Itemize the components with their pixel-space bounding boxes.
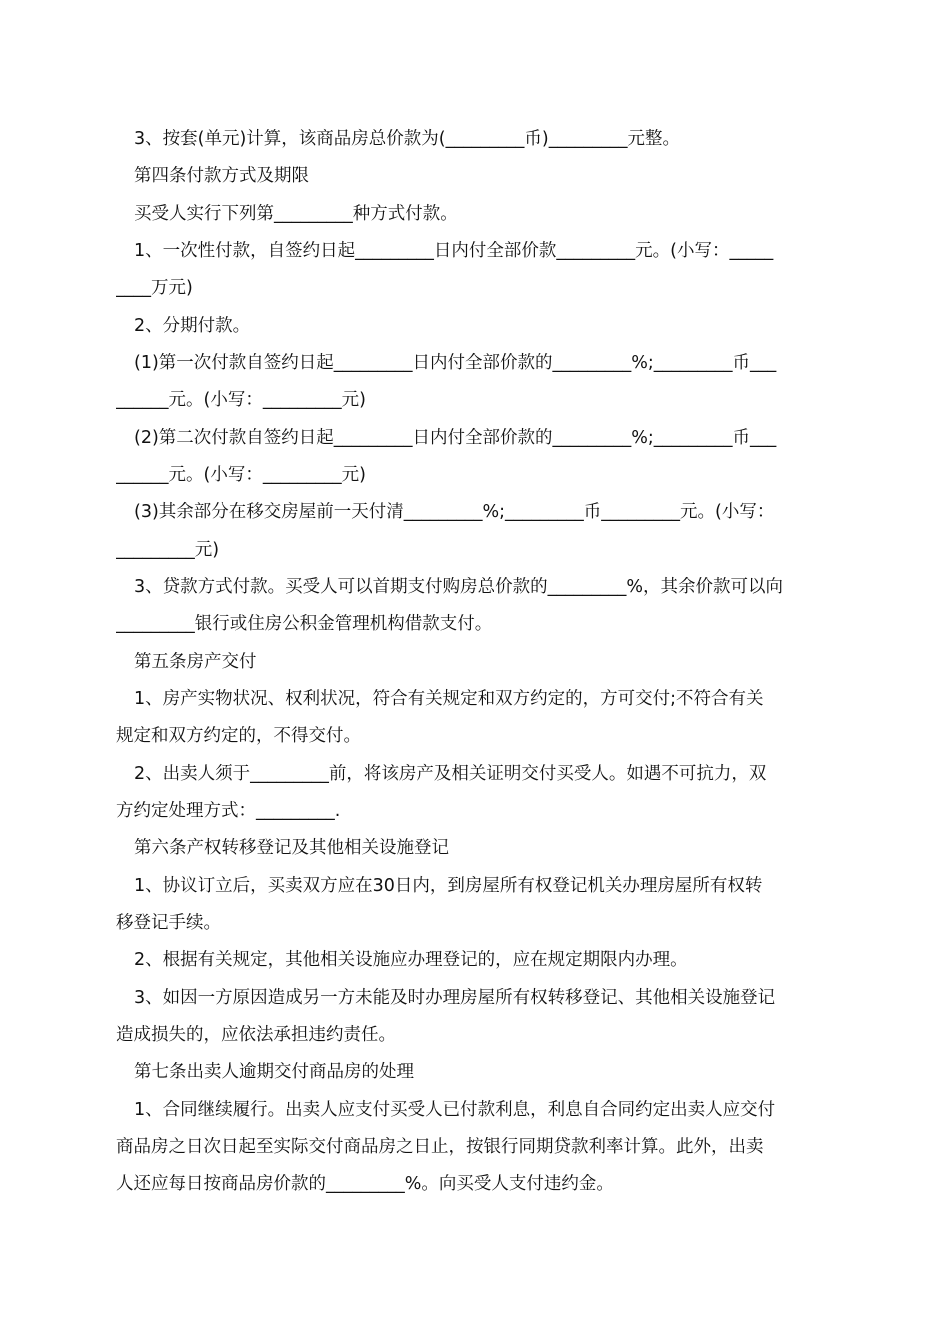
late-delivery-line-3: 人还应每日按商品房价款的_________%。向买受人支付违约金。 bbox=[116, 1174, 614, 1194]
delivery-deadline-line-2: 方约定处理方式：_________. bbox=[116, 801, 341, 821]
clause-3-total-price: 3、按套(单元)计算，该商品房总价款为(_________币)_________元整。 bbox=[134, 129, 680, 149]
payment-method-choice: 买受人实行下列第_________种方式付款。 bbox=[134, 204, 458, 224]
article-5-heading: 第五条房产交付 bbox=[134, 652, 257, 672]
installment-payment-heading: 2、分期付款。 bbox=[134, 316, 251, 336]
facility-registration-line: 2、根据有关规定，其他相关设施应办理登记的，应在规定期限内办理。 bbox=[134, 950, 688, 970]
lump-sum-payment-line-2: ____万元) bbox=[116, 278, 193, 298]
article-4-heading: 第四条付款方式及期限 bbox=[134, 166, 309, 186]
remaining-payment-line-2: _________元) bbox=[116, 540, 220, 560]
article-6-heading: 第六条产权转移登记及其他相关设施登记 bbox=[134, 838, 449, 858]
first-installment-line-2: ______元。(小写：_________元) bbox=[116, 390, 366, 410]
loan-payment-line-1: 3、贷款方式付款。买受人可以首期支付购房总价款的_________%，其余价款可以向 bbox=[134, 577, 784, 597]
delivery-condition-line-1: 1、房产实物状况、权利状况，符合有关规定和双方约定的，方可交付;不符合有关 bbox=[134, 689, 764, 709]
liability-line-2: 造成损失的，应依法承担违约责任。 bbox=[116, 1025, 396, 1045]
first-installment-line-1: (1)第一次付款自签约日起_________日内付全部价款的_________%;_________币___ bbox=[134, 353, 777, 373]
loan-payment-line-2: _________银行或住房公积金管理机构借款支付。 bbox=[116, 614, 493, 634]
second-installment-line-1: (2)第二次付款自签约日起_________日内付全部价款的_________%;_________币___ bbox=[134, 428, 777, 448]
registration-line-2: 移登记手续。 bbox=[116, 913, 221, 933]
second-installment-line-2: ______元。(小写：_________元) bbox=[116, 465, 366, 485]
late-delivery-line-2: 商品房之日次日起至实际交付商品房之日止，按银行同期贷款利率计算。此外，出卖 bbox=[116, 1137, 764, 1157]
delivery-deadline-line-1: 2、出卖人须于_________前，将该房产及相关证明交付买受人。如遇不可抗力，双 bbox=[134, 764, 767, 784]
article-7-heading: 第七条出卖人逾期交付商品房的处理 bbox=[134, 1062, 414, 1082]
lump-sum-payment-line-1: 1、一次性付款，自签约日起_________日内付全部价款_________元。(小写：_____ bbox=[134, 241, 774, 261]
registration-line-1: 1、协议订立后，买卖双方应在30日内，到房屋所有权登记机关办理房屋所有权转 bbox=[134, 876, 763, 896]
delivery-condition-line-2: 规定和双方约定的，不得交付。 bbox=[116, 726, 361, 746]
liability-line-1: 3、如因一方原因造成另一方未能及时办理房屋所有权转移登记、其他相关设施登记 bbox=[134, 988, 776, 1008]
late-delivery-line-1: 1、合同继续履行。出卖人应支付买受人已付款利息，利息自合同约定出卖人应交付 bbox=[134, 1100, 776, 1120]
remaining-payment-line-1: (3)其余部分在移交房屋前一天付清_________%;_________币_________元。(小写： bbox=[134, 502, 775, 522]
